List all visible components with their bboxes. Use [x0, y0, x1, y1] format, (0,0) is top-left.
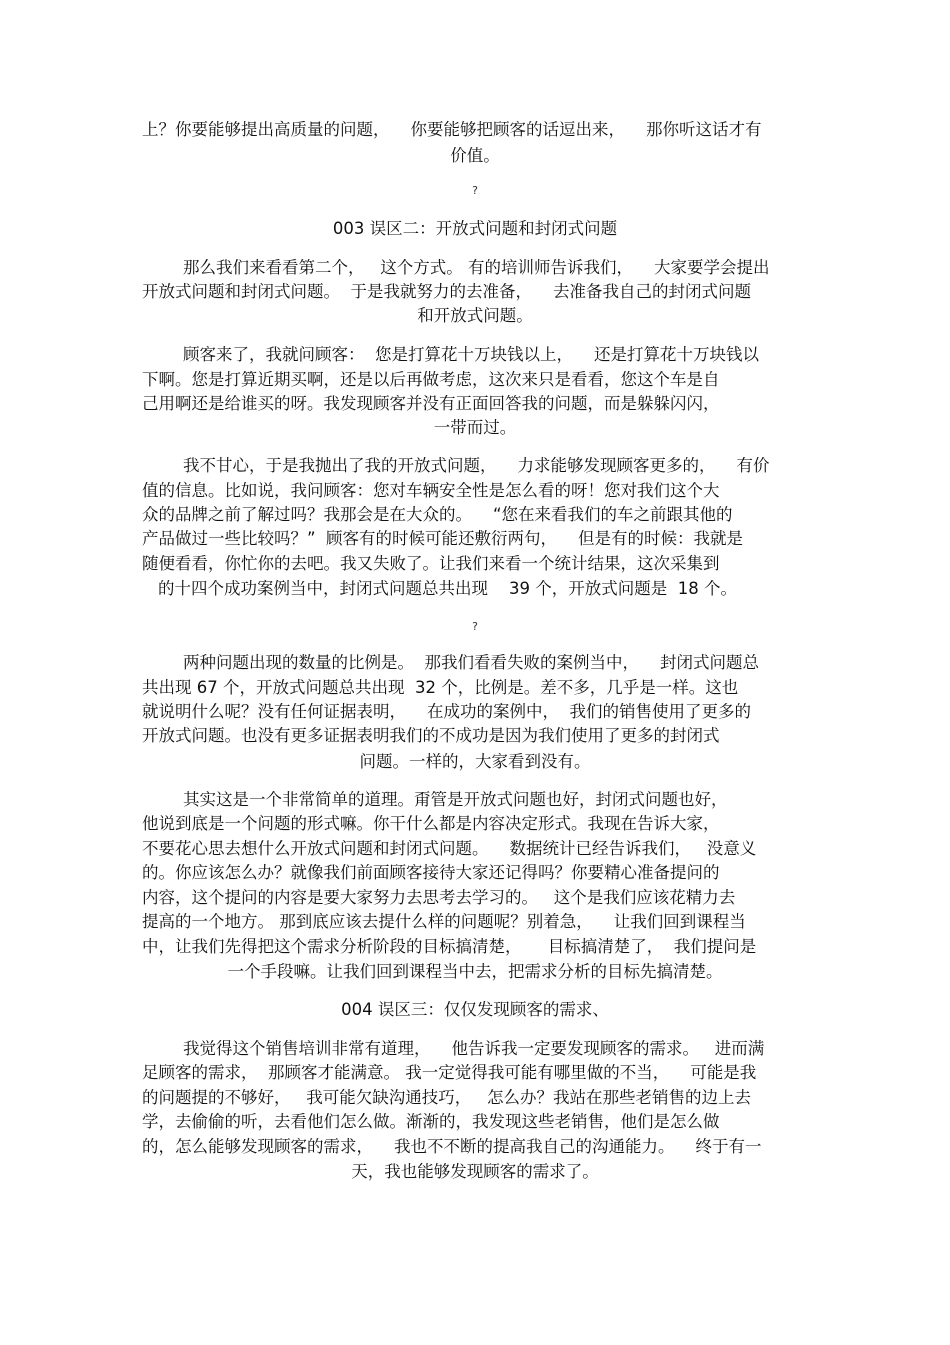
body-line: 己用啊还是给谁买的呀。我发现顾客并没有正面回答我的问题，而是躲躲闪闪， — [142, 394, 720, 413]
body-line: 就说明什么呢？没有任何证据表明， 在成功的案例中， 我们的销售使用了更多的 — [142, 702, 751, 721]
body-line: 内容，这个提问的内容是要大家努力去思考去学习的。 这个是我们应该花精力去 — [142, 888, 736, 907]
body-line: 的十四个成功案例当中，封闭式问题总共出现 39 个，开放式问题是 18 个。 — [158, 579, 737, 598]
body-line: 上？你要能够提出高质量的问题， 你要能够把顾客的话逗出来， 那你听这话才有 — [142, 120, 762, 139]
body-line: 我不甘心，于是我抛出了我的开放式问题， 力求能够发现顾客更多的， 有价 — [183, 456, 770, 475]
body-line: 不要花心思去想什么开放式问题和封闭式问题。 数据统计已经告诉我们， 没意义 — [142, 839, 757, 858]
section-heading: 003 误区二：开放式问题和封闭式问题 — [332, 219, 618, 238]
body-line: 问题。一样的，大家看到没有。 — [359, 752, 591, 771]
body-line: 开放式问题和封闭式问题。 于是我就努力的去准备， 去准备我自己的封闭式问题 — [142, 282, 751, 301]
body-line: 提高的一个地方。 那到底应该去提什么样的问题呢？别着急， 让我们回到课程当 — [142, 912, 746, 931]
body-line: 其实这是一个非常简单的道理。甭管是开放式问题也好，封闭式问题也好， — [183, 790, 728, 809]
body-line: 众的品牌之前了解过吗？我那会是在大众的。 “您在来看我们的车之前跟其他的 — [142, 505, 733, 524]
body-line: 开放式问题。也没有更多证据表明我们的不成功是因为我们使用了更多的封闭式 — [142, 726, 720, 745]
body-line: 两种问题出现的数量的比例是。 那我们看看失败的案例当中， 封闭式问题总 — [183, 653, 759, 672]
body-line: 产品做过一些比较吗？” 顾客有的时候可能还敷衍两句， 但是有的时候：我就是 — [142, 529, 744, 548]
body-line: 下啊。您是打算近期买啊，还是以后再做考虑，这次来只是看看，您这个车是自 — [142, 370, 720, 389]
body-line: 随便看看，你忙你的去吧。我又失败了。让我们来看一个统计结果，这次采集到 — [142, 554, 720, 573]
body-line: 的。你应该怎么办？就像我们前面顾客接待大家还记得吗？你要精心准备提问的 — [142, 863, 720, 882]
body-line: 中，让我们先得把这个需求分析阶段的目标搞清楚， 目标搞清楚了， 我们提问是 — [142, 937, 757, 956]
body-line: 的问题提的不够好， 我可能欠缺沟通技巧， 怎么办？我站在那些老销售的边上去 — [142, 1088, 751, 1107]
body-line: 的，怎么能够发现顾客的需求， 我也不不断的提高我自己的沟通能力。 终于有一 — [142, 1137, 762, 1156]
body-line: 和开放式问题。 — [417, 306, 533, 325]
body-line: 价值。 — [450, 146, 500, 165]
body-line: 足顾客的需求， 那顾客才能满意。 我一定觉得我可能有哪里做的不当， 可能是我 — [142, 1063, 757, 1082]
body-line: 那么我们来看看第二个， 这个方式。 有的培训师告诉我们， 大家要学会提出 — [183, 258, 770, 277]
body-line: 一带而过。 — [433, 418, 517, 437]
section-heading: 004 误区三：仅仅发现顾客的需求、 — [341, 1000, 609, 1019]
body-line: 共出现 67 个，开放式问题总共出现 32 个，比例是。差不多，几乎是一样。这也 — [142, 678, 739, 697]
body-line: 一个手段嘛。让我们回到课程当中去，把需求分析的目标先搞清楚。 — [227, 962, 723, 981]
body-line: 学，去偷偷的听，去看他们怎么做。渐渐的，我发现这些老销售，他们是怎么做 — [142, 1112, 720, 1131]
body-line: 我觉得这个销售培训非常有道理， 他告诉我一定要发现顾客的需求。 进而满 — [183, 1039, 765, 1058]
body-line: 值的信息。比如说，我问顾客：您对车辆安全性是怎么看的呀！您对我们这个大 — [142, 481, 720, 500]
body-line: 天，我也能够发现顾客的需求了。 — [351, 1162, 599, 1181]
image-placeholder-marker: ? — [472, 184, 478, 197]
body-line: 顾客来了，我就问顾客： 您是打算花十万块钱以上， 还是打算花十万块钱以 — [183, 345, 759, 364]
image-placeholder-marker: ? — [472, 620, 478, 633]
body-line: 他说到底是一个问题的形式嘛。你干什么都是内容决定形式。我现在告诉大家， — [142, 814, 720, 833]
